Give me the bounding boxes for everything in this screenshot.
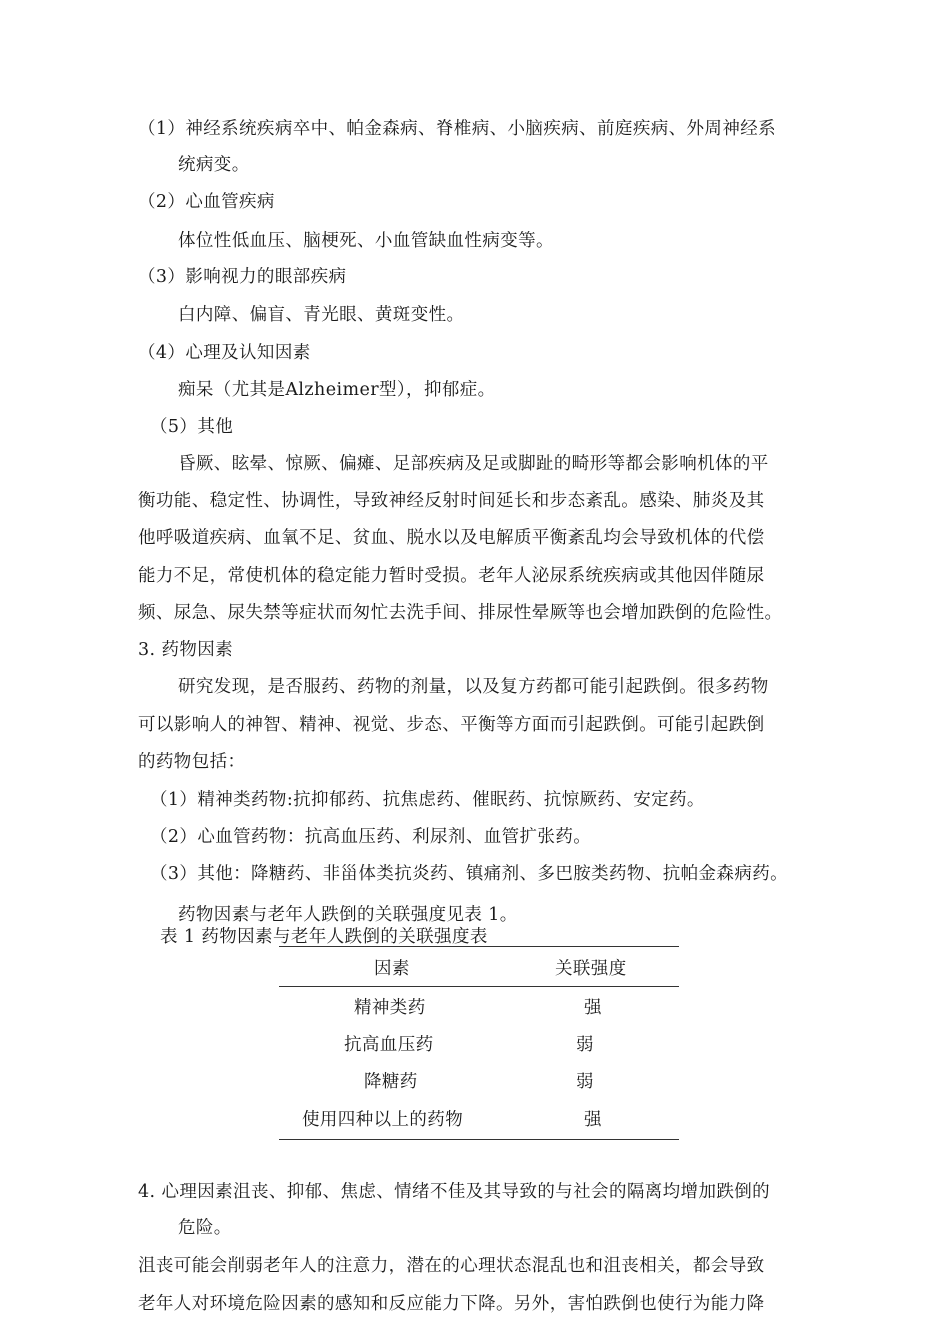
disease-item-3-title: （3）影响视力的眼部疾病 (138, 267, 347, 287)
table-header-factor: 因素 (374, 959, 410, 979)
table-cell-factor: 降糖药 (364, 1072, 418, 1092)
table-cell-strength: 弱 (576, 1072, 594, 1092)
disease-item-4-title: （4）心理及认知因素 (138, 343, 311, 363)
table-header-rule (279, 986, 679, 987)
section-3-heading: 3. 药物因素 (138, 640, 234, 660)
disease-item-4-body: 痴呆（尤其是Alzheimer型），抑郁症。 (178, 380, 496, 400)
paragraph-line: 可以影响人的神智、精神、视觉、步态、平衡等方面而引起跌倒。可能引起跌倒 (138, 715, 765, 735)
section-4-heading-cont: 危险。 (178, 1218, 232, 1238)
table-cell-strength: 强 (584, 998, 602, 1018)
table-cell-factor: 使用四种以上的药物 (302, 1110, 464, 1130)
drug-item-3: （3）其他：降糖药、非甾体类抗炎药、镇痛剂、多巴胺类药物、抗帕金森病药。 (150, 864, 789, 884)
table-cell-strength: 强 (584, 1110, 602, 1130)
disease-item-1: （1）神经系统疾病卒中、帕金森病、脊椎病、小脑疾病、前庭疾病、外周神经系 (138, 119, 777, 139)
table-cell-factor: 精神类药 (354, 998, 426, 1018)
paragraph-line: 衡功能、稳定性、协调性，导致神经反射时间延长和步态紊乱。感染、肺炎及其 (138, 491, 765, 511)
paragraph-line: 昏厥、眩晕、惊厥、偏瘫、足部疾病及足或脚趾的畸形等都会影响机体的平 (178, 454, 769, 474)
drug-item-2: （2）心血管药物：抗高血压药、利尿剂、血管扩张药。 (150, 827, 592, 847)
table-cell-strength: 弱 (576, 1035, 594, 1055)
section-4-heading: 4. 心理因素沮丧、抑郁、焦虑、情绪不佳及其导致的与社会的隔离均增加跌倒的 (138, 1182, 771, 1202)
table-header-strength: 关联强度 (555, 959, 627, 979)
table-reference: 药物因素与老年人跌倒的关联强度见表 1。 (178, 905, 518, 925)
table-top-rule (279, 946, 679, 947)
disease-item-1-cont: 统病变。 (178, 155, 250, 175)
disease-item-2-body: 体位性低血压、脑梗死、小血管缺血性病变等。 (178, 231, 554, 251)
disease-item-3-body: 白内障、偏盲、青光眼、黄斑变性。 (178, 305, 465, 325)
drug-item-1: （1）精神类药物:抗抑郁药、抗焦虑药、催眠药、抗惊厥药、安定药。 (150, 790, 705, 810)
table-cell-factor: 抗高血压药 (344, 1035, 434, 1055)
disease-item-5-title: （5）其他 (150, 417, 234, 437)
paragraph-line: 沮丧可能会削弱老年人的注意力，潜在的心理状态混乱也和沮丧相关，都会导致 (138, 1256, 765, 1276)
paragraph-line: 频、尿急、尿失禁等症状而匆忙去洗手间、排尿性晕厥等也会增加跌倒的危险性。 (138, 603, 783, 623)
paragraph-line: 研究发现，是否服药、药物的剂量，以及复方药都可能引起跌倒。很多药物 (178, 677, 769, 697)
table-caption: 表 1 药物因素与老年人跌倒的关联强度表 (160, 927, 488, 947)
paragraph-line: 的药物包括： (138, 752, 246, 772)
paragraph-line: 老年人对环境危险因素的感知和反应能力下降。另外，害怕跌倒也使行为能力降 (138, 1294, 765, 1314)
table-bottom-rule (279, 1139, 679, 1140)
paragraph-line: 他呼吸道疾病、血氧不足、贫血、脱水以及电解质平衡紊乱均会导致机体的代偿 (138, 528, 765, 548)
disease-item-2-title: （2）心血管疾病 (138, 192, 275, 212)
paragraph-line: 能力不足，常使机体的稳定能力暂时受损。老年人泌尿系统疾病或其他因伴随尿 (138, 566, 765, 586)
